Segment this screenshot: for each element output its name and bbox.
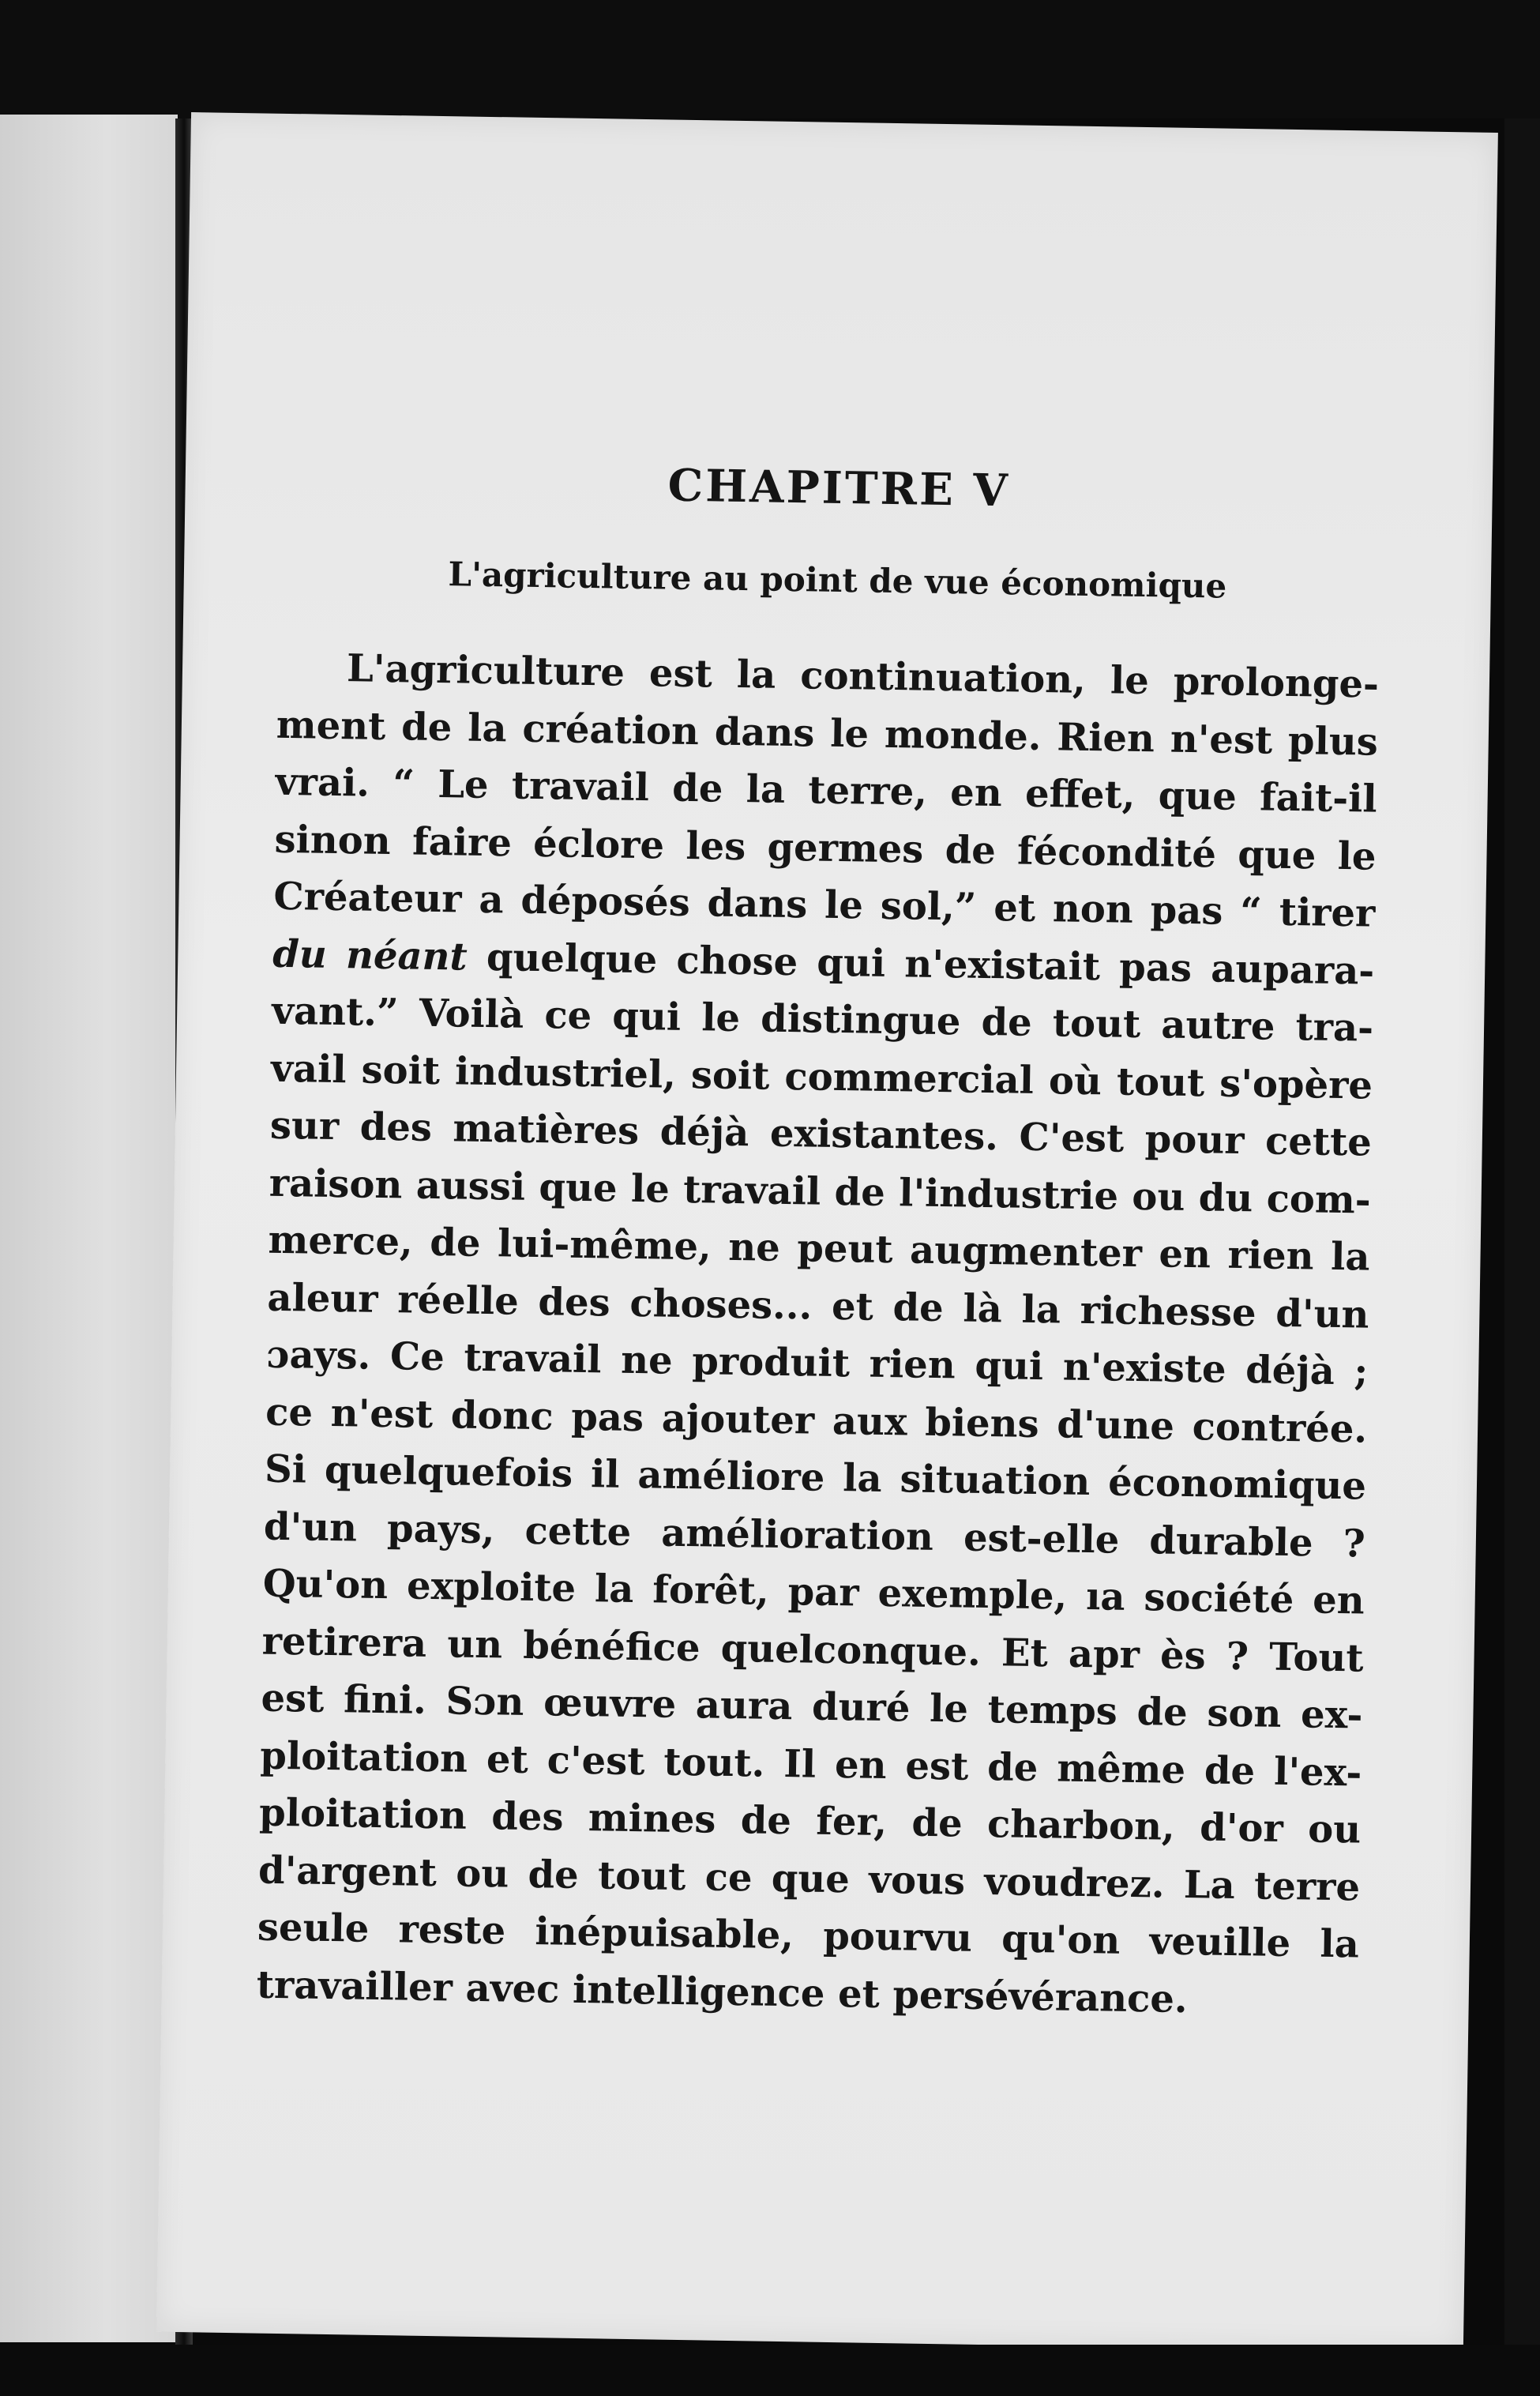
text-line: Créateur a déposés dans le sol,” et non pas “ tirer [273, 874, 1376, 936]
scan-bottom-border [0, 2345, 1540, 2396]
text-line: travailler avec intelligence et persévérance. [256, 1962, 1189, 2022]
text-line: aleur réelle des choses... et de là la richesse d'un [267, 1275, 1369, 1337]
facing-page-edge [0, 115, 178, 2342]
italic-phrase: du néant [272, 931, 468, 980]
text-line: seule reste inépuisable, pourvu qu'on veuille la [257, 1905, 1360, 1967]
text-line: vrai. “ Le travail de la terre, en effet, que fait-il [275, 759, 1378, 822]
text-line: L'agriculture est la continuation, le prolonge- [346, 646, 1380, 707]
text-line: ploitation des mines de fer, de charbon, d'or ou [258, 1790, 1362, 1852]
text-line: sur des matières déjà existantes. C'est pour cette [269, 1103, 1373, 1165]
text-line-rest: quelque chose qui n'existait pas aupara- [486, 935, 1375, 994]
text-line: retirera un bénéfice quelconque. Et apr ès ? Tout [261, 1619, 1364, 1681]
scan-right-border [1504, 118, 1540, 2346]
text-line: Si quelquefois il améliore la situation économique [264, 1446, 1367, 1509]
text-line: Qu'on exploite la forêt, par exemple, ıa société en [262, 1561, 1365, 1623]
text-line: d'argent ou de tout ce que vous voudrez. La terre [257, 1848, 1361, 1910]
text-line: ment de la création dans le monde. Rien n'est plus [276, 702, 1379, 765]
chapter-paragraph [256, 639, 1379, 2031]
chapter-subtitle: L'agriculture au point de vue économique [448, 555, 1227, 606]
scan-top-border [0, 0, 1540, 118]
text-line: ploitation et c'est tout. Il en est de même de l'ex- [259, 1733, 1362, 1796]
text-line: ce n'est donc pas ajouter aux biens d'une contrée. [265, 1390, 1368, 1452]
text-line: est fini. Sɔn œuvre aura duré le temps de son ex- [261, 1676, 1363, 1738]
text-line: merce, de lui-même, ne peut augmenter en rien la [268, 1217, 1370, 1280]
text-line: raison aussi que le travail de l'industrie ou du com- [269, 1160, 1372, 1223]
text-line: vail soit industriel, soit commercial où tout s'opère [270, 1046, 1373, 1108]
text-line: sinon faire éclore les germes de fécondité que le [274, 817, 1377, 879]
text-line: d'un pays, cette amélioration est-elle durable ? [263, 1504, 1366, 1567]
text-line: vant.” Voilà ce qui le distingue de tout autre tra- [271, 988, 1374, 1051]
chapter-title: CHAPITRE V [667, 459, 1011, 517]
book-page [156, 112, 1498, 2353]
text-line: ɔays. Ce travail ne produit rien qui n'existe déjà ; [265, 1332, 1369, 1394]
